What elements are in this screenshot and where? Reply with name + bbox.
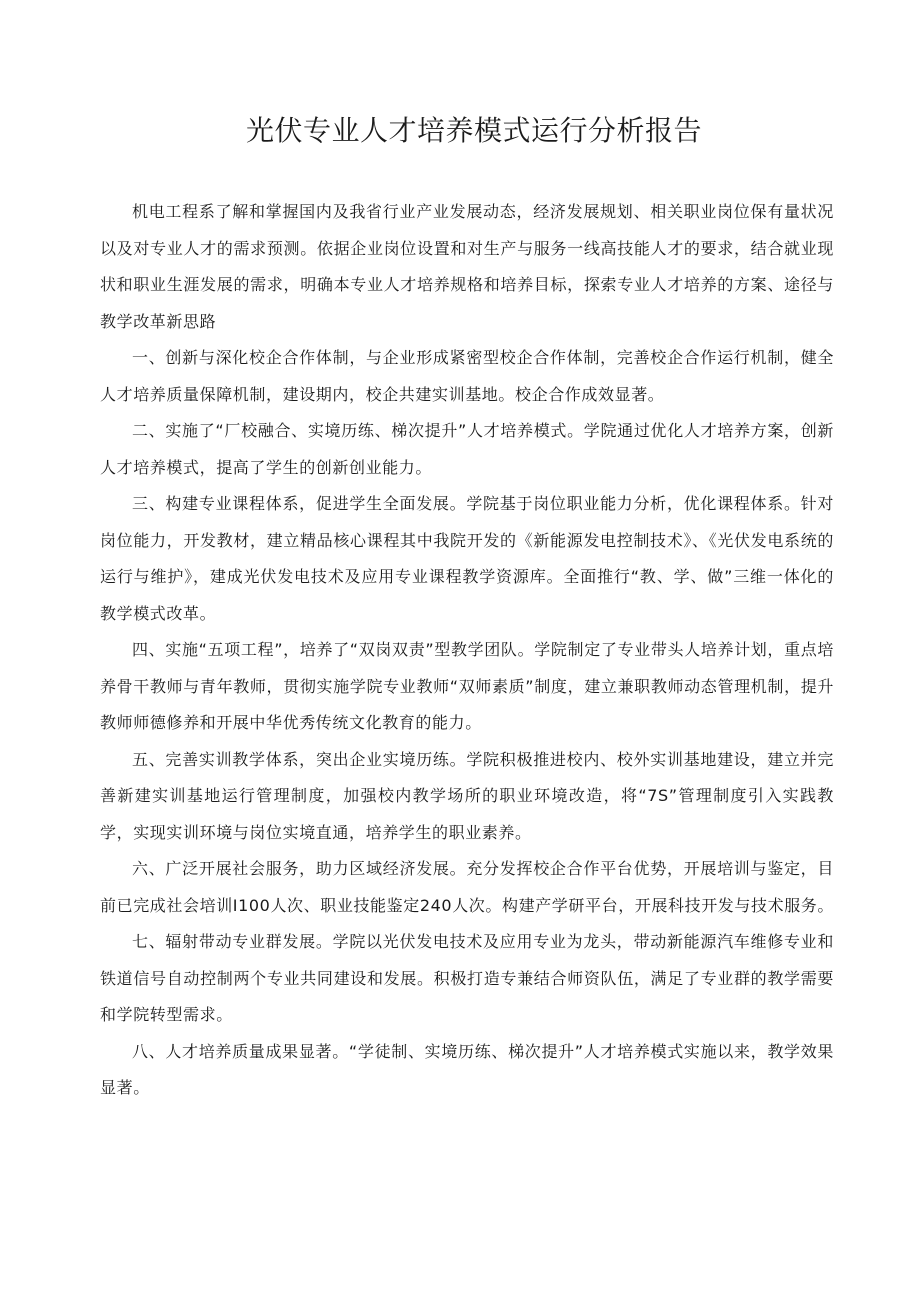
paragraph-section-6: 六、广泛开展社会服务，助力区域经济发展。充分发挥校企合作平台优势，开展培训与鉴定，目前已完成社会培训I100人次、职业技能鉴定240人次。构建产学研平台，开展科技开发与技术服务。 (100, 859, 834, 915)
paragraph-section-3: 三、构建专业课程体系，促进学生全面发展。学院基于岗位职业能力分析，优化课程体系。针对岗位能力，开发教材，建立精品核心课程其中我院开发的《新能源发电控制技术》、《光伏发电系统的运行与维护》，建成光伏发电技术及应用专业课程教学资源库。全面推行“教、学、做”三维一体化的教学模式改革。 (100, 494, 834, 623)
paragraph-section-8: 八、人才培养质量成果显著。“学徒制、实境历练、梯次提升”人才培养模式实施以来，教学效果显著。 (100, 1041, 834, 1097)
paragraph-section-1: 一、创新与深化校企合作体制，与企业形成紧密型校企合作体制，完善校企合作运行机制，健全人才培养质量保障机制，建设期内，校企共建实训基地。校企合作成效显著。 (100, 348, 834, 404)
paragraph-section-5: 五、完善实训教学体系，突出企业实境历练。学院积极推进校内、校外实训基地建设，建立并完善新建实训基地运行管理制度，加强校内教学场所的职业环境改造，将“7S”管理制度引入实践教学，实现实训环境与岗位实境直通，培养学生的职业素养。 (100, 749, 834, 842)
document-body (100, 194, 834, 1107)
paragraph-section-2: 二、实施了“厂校融合、实境历练、梯次提升”人才培养模式。学院通过优化人才培养方案，创新人才培养模式，提高了学生的创新创业能力。 (100, 421, 834, 477)
paragraph-section-7: 七、辐射带动专业群发展。学院以光伏发电技术及应用专业为龙头，带动新能源汽车维修专业和铁道信号自动控制两个专业共同建设和发展。积极打造专兼结合师资队伍，满足了专业群的教学需要和学院转型需求。 (100, 932, 834, 1024)
paragraph-section-4: 四、实施“五项工程”，培养了“双岗双责”型教学团队。学院制定了专业带头人培养计划，重点培养骨干教师与青年教师，贯彻实施学院专业教师“双师素质”制度，建立兼职教师动态管理机制，提升教师师德修养和开展中华优秀传统文化教育的能力。 (100, 640, 834, 732)
paragraph-intro: 机电工程系了解和掌握国内及我省行业产业发展动态，经济发展规划、相关职业岗位保有量状况以及对专业人才的需求预测。依据企业岗位设置和对生产与服务一线高技能人才的要求，结合就业现状和职业生涯发展的需求，明确本专业人才培养规格和培养目标，探索专业人才培养的方案、途径与教学改革新思路 (100, 202, 834, 331)
document-title: 光伏专业人才培养模式运行分析报告 (245, 114, 702, 147)
